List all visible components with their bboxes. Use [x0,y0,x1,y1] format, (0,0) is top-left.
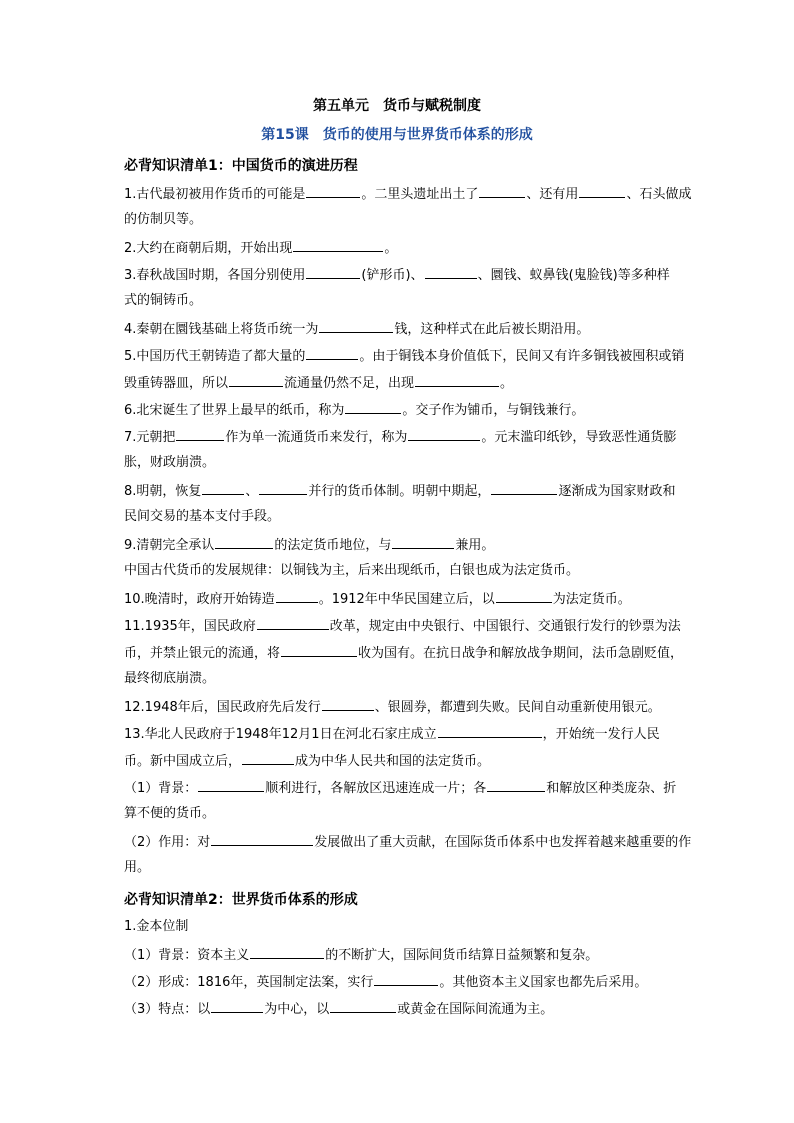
text-segment: 。其他资本主义国家也都先后采用。 [439,975,648,990]
fill-in-blank[interactable] [491,481,557,495]
fill-in-blank[interactable] [293,238,383,252]
text-line [124,238,397,258]
lesson-title: 第15课 货币的使用与世界货币体系的形成 [261,127,533,143]
fill-in-blank[interactable] [242,751,294,765]
text-line [124,562,579,580]
text-line [124,778,676,798]
text-segment: ，开始统一发行人民 [542,727,660,742]
fill-in-blank[interactable] [425,265,477,279]
text-line [124,724,660,744]
fill-in-blank[interactable] [438,724,542,738]
fill-in-blank[interactable] [250,945,324,959]
text-segment: 。交子作为铺币，与铜钱兼行。 [402,403,585,418]
text-segment: 顺利进行，各解放区迅速连成一片；各 [265,781,487,796]
text-segment: 用。 [124,860,151,875]
text-line [124,319,589,339]
text-line [124,427,676,447]
text-segment: 13.华北人民政府于1948年12月1日在河北石家庄成立 [124,727,437,742]
text-segment: （3）特点：以 [124,1002,211,1017]
fill-in-blank[interactable] [211,832,313,846]
text-line [124,832,691,852]
text-segment: 的仿制贝等。 [124,212,203,227]
text-segment: 1.金本位制 [124,919,189,934]
fill-in-blank[interactable] [330,999,396,1013]
text-line [124,643,683,663]
text-segment: 算不便的货币。 [124,806,216,821]
text-segment: 、还有用 [526,187,579,202]
text-segment: 兼用。 [455,538,495,553]
text-segment: 11.1935年，国民政府 [124,619,256,634]
fill-in-blank[interactable] [306,265,360,279]
text-segment: 为中心，以 [264,1002,330,1017]
text-line [124,400,584,420]
fill-in-blank[interactable] [306,184,360,198]
text-segment: （2）作用：对 [124,835,211,850]
text-line [124,265,670,285]
text-segment: 。由于铜钱本身价值低下，民间又有许多铜钱被囤积或销 [359,349,685,364]
text-segment: 为法定货币。 [552,592,631,607]
text-line [124,184,691,204]
section-heading [124,891,358,909]
text-segment: 作为单一流通货币来发行，称为 [225,430,408,445]
text-segment: 的不断扩大，国际间货币结算日益频繁和复杂。 [325,948,599,963]
text-segment: 9.清朝完全承认 [124,538,215,553]
text-line [124,535,494,555]
text-segment: 必背知识清单1：中国货币的演进历程 [124,158,358,174]
text-segment: 、圜钱、蚁鼻钱(鬼脸钱)等多种样 [477,268,670,283]
text-segment: 。 [384,241,398,256]
text-segment: 、银圆券，都遭到失败。民间自动重新使用银元。 [374,700,661,715]
text-segment: 、石头做成 [626,187,692,202]
text-segment: 最终彻底崩溃。 [124,671,216,686]
text-segment: 必背知识清单2：世界货币体系的形成 [124,892,358,908]
text-line [124,805,215,823]
fill-in-blank[interactable] [319,319,393,333]
text-line [124,373,513,393]
text-segment: 成为中华人民共和国的法定货币。 [295,754,491,769]
text-line [124,211,202,229]
fill-in-blank[interactable] [229,373,283,387]
text-segment: （1）背景： [124,781,198,796]
text-segment: 2.大约在商朝后期，开始出现 [124,241,293,256]
text-segment: 4.秦朝在圜钱基础上将货币统一为 [124,322,319,337]
text-segment: 钱，这种样式在此后被长期沿用。 [394,322,590,337]
text-segment: (铲形币)、 [361,268,424,283]
text-line [124,589,631,609]
fill-in-blank[interactable] [215,535,273,549]
fill-in-blank[interactable] [259,481,307,495]
fill-in-blank[interactable] [306,346,358,360]
text-line [124,616,681,636]
text-segment: 。元末滥印纸钞，导致恶性通货膨 [481,430,677,445]
text-segment: 1.古代最初被用作货币的可能是 [124,187,306,202]
fill-in-blank[interactable] [198,778,264,792]
text-segment: 流通量仍然不足，出现 [284,376,415,391]
text-segment: 6.北宋诞生了世界上最早的纸币，称为 [124,403,345,418]
text-line [124,859,150,877]
text-segment: 。 [500,376,514,391]
fill-in-blank[interactable] [176,427,224,441]
text-line [124,346,684,366]
fill-in-blank[interactable] [496,589,552,603]
unit-title: 第五单元 货币与赋税制度 [313,98,481,114]
text-line [124,945,598,965]
fill-in-blank[interactable] [345,400,401,414]
text-line [124,697,661,717]
fill-in-blank[interactable] [408,427,480,441]
text-segment: 12.1948年后，国民政府先后发行 [124,700,321,715]
text-segment: 逐渐成为国家财政和 [558,484,676,499]
text-line [124,751,490,771]
fill-in-blank[interactable] [374,972,438,986]
fill-in-blank[interactable] [479,184,525,198]
text-segment: 并行的货币体制。明朝中期起， [308,484,491,499]
text-segment: 5.中国历代王朝铸造了都大量的 [124,349,306,364]
fill-in-blank[interactable] [487,778,545,792]
text-segment: 或黄金在国际间流通为主。 [397,1002,554,1017]
text-segment: 。二里头遗址出土了 [361,187,479,202]
text-segment: 民间交易的基本支付手段。 [124,509,281,524]
text-segment: 毁重铸器皿，所以 [124,376,229,391]
text-segment: 8.明朝，恢复 [124,484,202,499]
text-segment: 改革，规定由中央银行、中国银行、交通银行发行的钞票为法 [329,619,681,634]
text-segment: （1）背景：资本主义 [124,948,250,963]
text-segment: 中国古代货币的发展规律：以铜钱为主，后来出现纸币，白银也成为法定货币。 [124,563,580,578]
fill-in-blank[interactable] [415,373,499,387]
text-segment: 的法定货币地位，与 [274,538,392,553]
fill-in-blank[interactable] [322,697,374,711]
text-line [124,918,188,936]
fill-in-blank[interactable] [211,999,263,1013]
text-segment: （2）形成：1816年，英国制定法案，实行 [124,975,374,990]
text-line [124,670,215,688]
text-segment: 币，并禁止银元的流通，将 [124,646,281,661]
text-line [124,454,215,472]
text-line [124,999,553,1019]
fill-in-blank[interactable] [257,616,329,630]
fill-in-blank[interactable] [276,589,318,603]
text-segment: 币。新中国成立后， [124,754,242,769]
text-line [124,292,202,310]
fill-in-blank[interactable] [281,643,357,657]
text-line [124,508,280,526]
text-segment: 3.春秋战国时期，各国分别使用 [124,268,306,283]
text-segment: 胀，财政崩溃。 [124,455,216,470]
text-segment: 和解放区种类庞杂、折 [546,781,677,796]
text-segment: 、 [245,484,259,499]
fill-in-blank[interactable] [202,481,244,495]
fill-in-blank[interactable] [392,535,454,549]
text-segment: 式的铜铸币。 [124,293,203,308]
text-segment: 收为国有。在抗日战争和解放战争期间，法币急剧贬值， [358,646,684,661]
text-segment: 10.晚清时，政府开始铸造 [124,592,275,607]
text-segment: 7.元朝把 [124,430,176,445]
text-segment: 发展做出了重大贡献，在国际货币体系中也发挥着越来越重要的作 [314,835,692,850]
fill-in-blank[interactable] [579,184,625,198]
text-line [124,972,647,992]
text-segment: 。1912年中华民国建立后，以 [318,592,495,607]
section-heading [124,157,358,175]
text-line [124,481,675,501]
